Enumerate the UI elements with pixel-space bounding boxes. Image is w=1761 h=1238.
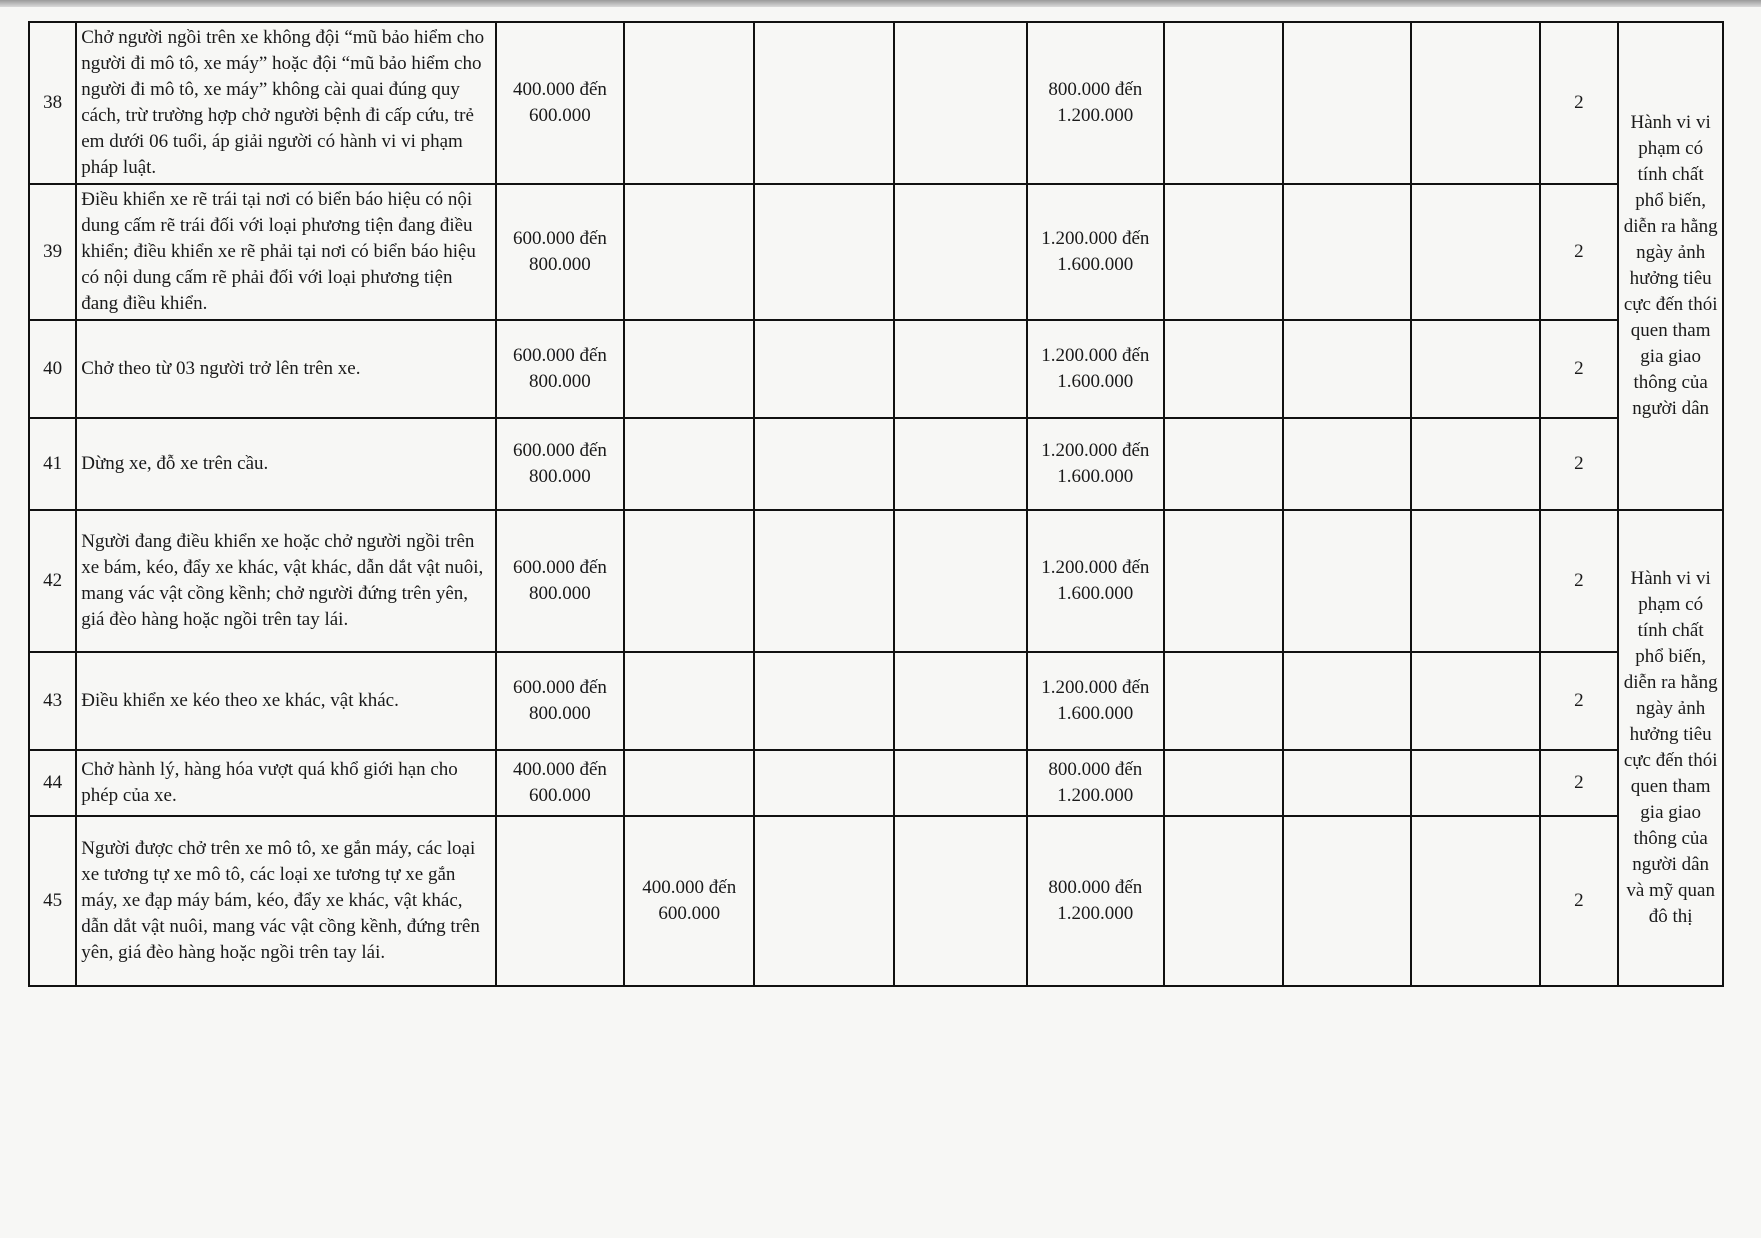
new-fine: 1.200.000 đến 1.600.000 bbox=[1027, 418, 1164, 510]
old-fine: 600.000 đến 800.000 bbox=[496, 652, 624, 750]
empty-cell bbox=[754, 184, 893, 320]
old-fine: 400.000 đến 600.000 bbox=[496, 750, 624, 816]
points-deducted: 2 bbox=[1540, 816, 1619, 986]
empty-cell bbox=[894, 320, 1027, 418]
empty-cell bbox=[1164, 320, 1283, 418]
page-top-edge bbox=[0, 0, 1761, 7]
empty-cell bbox=[894, 652, 1027, 750]
points-deducted: 2 bbox=[1540, 184, 1619, 320]
old-fine: 600.000 đến 800.000 bbox=[496, 510, 624, 652]
empty-cell bbox=[1411, 816, 1539, 986]
points-deducted: 2 bbox=[1540, 22, 1619, 184]
empty-cell bbox=[754, 320, 893, 418]
note-group-1: Hành vi vi phạm có tính chất phổ biến, diễn ra hằng ngày ảnh hưởng tiêu cực đến thói quen tham gia giao thông của người dân bbox=[1618, 22, 1723, 510]
old-fine-alt bbox=[624, 750, 754, 816]
new-fine: 1.200.000 đến 1.600.000 bbox=[1027, 510, 1164, 652]
empty-cell bbox=[1283, 510, 1411, 652]
table-row bbox=[29, 510, 1723, 652]
row-number: 38 bbox=[29, 22, 76, 184]
old-fine-alt bbox=[624, 22, 754, 184]
empty-cell bbox=[1411, 652, 1539, 750]
empty-cell bbox=[754, 750, 893, 816]
violation-description: Người được chở trên xe mô tô, xe gắn máy, các loại xe tương tự xe mô tô, các loại xe tương tự xe gắn máy, xe đạp máy bám, kéo, đẩy xe khác, vật khác, dẫn dắt vật nuôi, mang vác vật cồng kềnh, đứng trên yên, giá đèo hàng hoặc ngồi trên tay lái. bbox=[76, 816, 496, 986]
empty-cell bbox=[754, 652, 893, 750]
empty-cell bbox=[894, 418, 1027, 510]
violation-description: Người đang điều khiển xe hoặc chở người ngồi trên xe bám, kéo, đẩy xe khác, vật khác, dẫn dắt vật nuôi, mang vác vật cồng kềnh; chở người đứng trên yên, giá đèo hàng hoặc ngồi trên tay lái. bbox=[76, 510, 496, 652]
table-row bbox=[29, 418, 1723, 510]
violation-description: Điều khiển xe rẽ trái tại nơi có biển báo hiệu có nội dung cấm rẽ trái đối với loại phương tiện đang điều khiển; điều khiển xe rẽ phải tại nơi có biển báo hiệu có nội dung cấm rẽ phải đối với loại phương tiện đang điều khiển. bbox=[76, 184, 496, 320]
old-fine: 600.000 đến 800.000 bbox=[496, 184, 624, 320]
empty-cell bbox=[1164, 510, 1283, 652]
new-fine: 800.000 đến 1.200.000 bbox=[1027, 750, 1164, 816]
violation-description: Điều khiển xe kéo theo xe khác, vật khác. bbox=[76, 652, 496, 750]
empty-cell bbox=[754, 418, 893, 510]
old-fine-alt bbox=[624, 510, 754, 652]
empty-cell bbox=[1283, 750, 1411, 816]
new-fine: 1.200.000 đến 1.600.000 bbox=[1027, 320, 1164, 418]
points-deducted: 2 bbox=[1540, 510, 1619, 652]
empty-cell bbox=[1411, 750, 1539, 816]
points-deducted: 2 bbox=[1540, 750, 1619, 816]
table-row bbox=[29, 22, 1723, 184]
empty-cell bbox=[894, 816, 1027, 986]
row-number: 41 bbox=[29, 418, 76, 510]
new-fine: 800.000 đến 1.200.000 bbox=[1027, 22, 1164, 184]
empty-cell bbox=[1283, 652, 1411, 750]
table-row bbox=[29, 750, 1723, 816]
violation-description: Chở người ngồi trên xe không đội “mũ bảo hiểm cho người đi mô tô, xe máy” hoặc đội “mũ bảo hiểm cho người đi mô tô, xe máy” không cài quai đúng quy cách, trừ trường hợp chở người bệnh đi cấp cứu, trẻ em dưới 06 tuổi, áp giải người có hành vi vi phạm pháp luật. bbox=[76, 22, 496, 184]
empty-cell bbox=[1411, 418, 1539, 510]
table-row bbox=[29, 320, 1723, 418]
empty-cell bbox=[1411, 22, 1539, 184]
empty-cell bbox=[894, 184, 1027, 320]
row-number: 45 bbox=[29, 816, 76, 986]
empty-cell bbox=[1283, 418, 1411, 510]
old-fine-alt bbox=[624, 320, 754, 418]
points-deducted: 2 bbox=[1540, 418, 1619, 510]
violation-description: Chở theo từ 03 người trở lên trên xe. bbox=[76, 320, 496, 418]
row-number: 44 bbox=[29, 750, 76, 816]
old-fine-alt: 400.000 đến 600.000 bbox=[624, 816, 754, 986]
empty-cell bbox=[1164, 22, 1283, 184]
empty-cell bbox=[1283, 184, 1411, 320]
empty-cell bbox=[894, 510, 1027, 652]
empty-cell bbox=[754, 816, 893, 986]
violation-description: Dừng xe, đỗ xe trên cầu. bbox=[76, 418, 496, 510]
old-fine: 400.000 đến 600.000 bbox=[496, 22, 624, 184]
empty-cell bbox=[1283, 320, 1411, 418]
new-fine: 1.200.000 đến 1.600.000 bbox=[1027, 652, 1164, 750]
empty-cell bbox=[1411, 320, 1539, 418]
points-deducted: 2 bbox=[1540, 320, 1619, 418]
row-number: 39 bbox=[29, 184, 76, 320]
empty-cell bbox=[1411, 510, 1539, 652]
old-fine-alt bbox=[624, 418, 754, 510]
note-group-2: Hành vi vi phạm có tính chất phổ biến, diễn ra hằng ngày ảnh hưởng tiêu cực đến thói quen tham gia giao thông của người dân và mỹ quan đô thị bbox=[1618, 510, 1723, 986]
table-row bbox=[29, 184, 1723, 320]
empty-cell bbox=[1411, 184, 1539, 320]
empty-cell bbox=[1164, 184, 1283, 320]
empty-cell bbox=[1164, 816, 1283, 986]
row-number: 42 bbox=[29, 510, 76, 652]
table-row bbox=[29, 816, 1723, 986]
empty-cell bbox=[754, 510, 893, 652]
old-fine: 600.000 đến 800.000 bbox=[496, 320, 624, 418]
empty-cell bbox=[1164, 418, 1283, 510]
empty-cell bbox=[1164, 652, 1283, 750]
empty-cell bbox=[1283, 816, 1411, 986]
empty-cell bbox=[754, 22, 893, 184]
points-deducted: 2 bbox=[1540, 652, 1619, 750]
row-number: 40 bbox=[29, 320, 76, 418]
table-row bbox=[29, 652, 1723, 750]
new-fine: 800.000 đến 1.200.000 bbox=[1027, 816, 1164, 986]
old-fine bbox=[496, 816, 624, 986]
old-fine-alt bbox=[624, 184, 754, 320]
old-fine-alt bbox=[624, 652, 754, 750]
empty-cell bbox=[1283, 22, 1411, 184]
new-fine: 1.200.000 đến 1.600.000 bbox=[1027, 184, 1164, 320]
empty-cell bbox=[1164, 750, 1283, 816]
row-number: 43 bbox=[29, 652, 76, 750]
empty-cell bbox=[894, 22, 1027, 184]
violation-description: Chở hành lý, hàng hóa vượt quá khổ giới hạn cho phép của xe. bbox=[76, 750, 496, 816]
penalty-table bbox=[28, 21, 1724, 987]
old-fine: 600.000 đến 800.000 bbox=[496, 418, 624, 510]
empty-cell bbox=[894, 750, 1027, 816]
